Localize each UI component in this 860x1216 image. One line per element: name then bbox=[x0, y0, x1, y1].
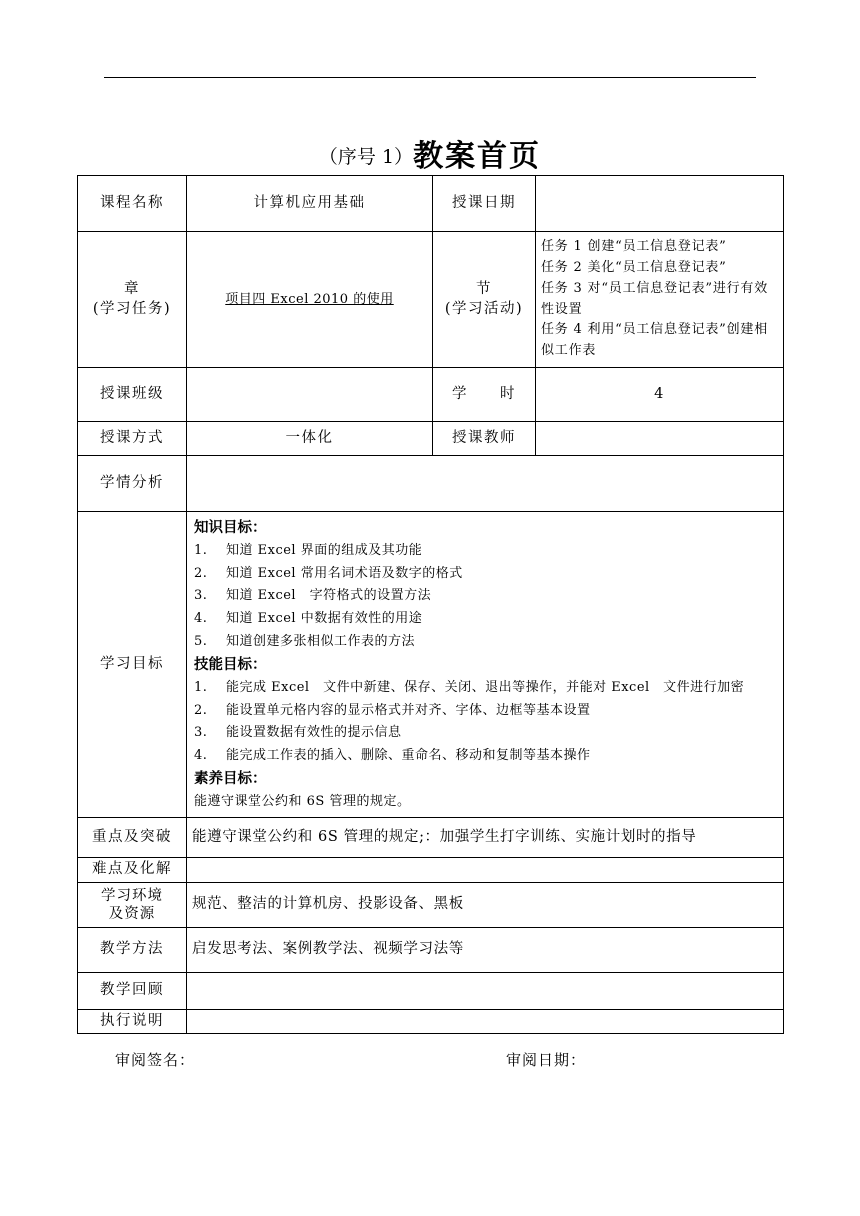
review-signature-label: 审阅签名： bbox=[115, 1051, 196, 1069]
row-course bbox=[78, 176, 784, 232]
difficulty-label: 难点及化解 bbox=[78, 858, 187, 883]
chapter-value: 项目四 Excel 2010 的使用 bbox=[225, 291, 394, 307]
row-chapter bbox=[78, 232, 784, 368]
chapter-value-cell bbox=[187, 232, 433, 368]
quality-title: 素养目标： bbox=[194, 770, 267, 787]
item-number: 1. bbox=[194, 679, 208, 695]
item-text: 知道创建多张相似工作表的方法 bbox=[226, 633, 416, 649]
difficulty-value bbox=[187, 858, 784, 883]
section-label bbox=[433, 232, 536, 368]
date-value bbox=[536, 176, 784, 232]
row-key-points bbox=[78, 818, 784, 858]
row-method bbox=[78, 422, 784, 456]
environment-label-line2: 及资源 bbox=[108, 906, 156, 922]
header-rule bbox=[104, 77, 756, 78]
method-value: 一体化 bbox=[187, 422, 433, 456]
hours-label: 学 时 bbox=[433, 368, 536, 422]
key-points-value: 能遵守课堂公约和 6S 管理的规定;：加强学生打字训练、实施计划时的指导 bbox=[187, 818, 784, 858]
section-label-line2: (学习活动) bbox=[444, 300, 524, 317]
item-number: 3. bbox=[194, 725, 208, 741]
skill-item bbox=[194, 700, 776, 723]
environment-label-line1: 学习环境 bbox=[101, 887, 163, 904]
row-class bbox=[78, 368, 784, 422]
method-label: 授课方式 bbox=[78, 422, 187, 456]
item-number: 2. bbox=[194, 702, 208, 718]
row-execution bbox=[78, 1010, 784, 1034]
item-number: 4. bbox=[194, 611, 208, 627]
row-review bbox=[78, 973, 784, 1010]
environment-label bbox=[78, 883, 187, 928]
item-text: 知道 Excel 中数据有效性的用途 bbox=[226, 611, 423, 627]
lesson-plan-table bbox=[77, 175, 784, 1034]
item-text: 能完成工作表的插入、删除、重命名、移动和复制等基本操作 bbox=[226, 748, 591, 763]
class-value bbox=[187, 368, 433, 422]
section-label-line1: 节 bbox=[476, 280, 492, 297]
environment-value: 规范、整洁的计算机房、投影设备、黑板 bbox=[187, 883, 784, 928]
teaching-method-label: 教学方法 bbox=[78, 928, 187, 973]
item-number: 2. bbox=[194, 565, 208, 581]
section-task: 任务 3 对“员工信息登记表”进行有效性设置 bbox=[541, 280, 769, 317]
skill-item bbox=[194, 677, 776, 700]
item-number: 3. bbox=[194, 588, 208, 604]
knowledge-item bbox=[194, 631, 776, 654]
item-number: 4. bbox=[194, 748, 208, 763]
date-label: 授课日期 bbox=[433, 176, 536, 232]
chapter-label bbox=[78, 232, 187, 368]
row-objectives bbox=[78, 512, 784, 818]
row-difficulty bbox=[78, 858, 784, 883]
hours-value: 4 bbox=[536, 368, 784, 422]
item-text: 知道 Excel 常用名词术语及数字的格式 bbox=[226, 565, 463, 581]
title-prefix: （序号 1） bbox=[318, 146, 414, 168]
analysis-label: 学情分析 bbox=[78, 456, 187, 512]
skill-item bbox=[194, 745, 776, 768]
row-environment bbox=[78, 883, 784, 928]
knowledge-item bbox=[194, 608, 776, 631]
chapter-label-line1: 章 bbox=[124, 280, 140, 297]
skill-item bbox=[194, 722, 776, 745]
skill-title: 技能目标： bbox=[194, 656, 267, 673]
row-teaching-method bbox=[78, 928, 784, 973]
item-number: 5. bbox=[194, 633, 208, 649]
analysis-value bbox=[187, 456, 784, 512]
chapter-label-line2: (学习任务) bbox=[92, 300, 172, 317]
objectives-label: 学习目标 bbox=[78, 512, 187, 818]
page-title bbox=[0, 131, 860, 175]
title-main: 教案首页 bbox=[413, 139, 542, 174]
knowledge-item bbox=[194, 540, 776, 563]
section-task: 任务 1 创建“员工信息登记表” bbox=[541, 239, 727, 255]
item-number: 1. bbox=[194, 542, 208, 558]
review-label: 教学回顾 bbox=[78, 973, 187, 1010]
execution-label: 执行说明 bbox=[78, 1010, 187, 1034]
section-tasks bbox=[536, 232, 784, 368]
teacher-value bbox=[536, 422, 784, 456]
objectives-content bbox=[187, 512, 784, 818]
item-text: 能设置单元格内容的显示格式并对齐、字体、边框等基本设置 bbox=[226, 702, 591, 718]
item-text: 能设置数据有效性的提示信息 bbox=[226, 725, 402, 741]
row-analysis bbox=[78, 456, 784, 512]
item-text: 能完成 Excel 文件中新建、保存、关闭、退出等操作，并能对 Excel 文件进行加密 bbox=[226, 679, 745, 695]
quality-text: 能遵守课堂公约和 6S 管理的规定。 bbox=[194, 793, 411, 809]
course-name-value: 计算机应用基础 bbox=[187, 176, 433, 232]
key-points-label: 重点及突破 bbox=[78, 818, 187, 858]
course-name-label: 课程名称 bbox=[78, 176, 187, 232]
section-task: 任务 4 利用“员工信息登记表”创建相似工作表 bbox=[541, 322, 769, 359]
teaching-method-value: 启发思考法、案例教学法、视频学习法等 bbox=[187, 928, 784, 973]
review-date-label: 审阅日期： bbox=[506, 1051, 587, 1069]
knowledge-item bbox=[194, 585, 776, 608]
teacher-label: 授课教师 bbox=[433, 422, 536, 456]
section-task: 任务 2 美化“员工信息登记表” bbox=[541, 259, 727, 275]
knowledge-title: 知识目标： bbox=[194, 519, 267, 536]
execution-value bbox=[187, 1010, 784, 1034]
review-value bbox=[187, 973, 784, 1010]
item-text: 知道 Excel 字符格式的设置方法 bbox=[226, 588, 432, 604]
item-text: 知道 Excel 界面的组成及其功能 bbox=[226, 542, 423, 558]
class-label: 授课班级 bbox=[78, 368, 187, 422]
knowledge-item bbox=[194, 563, 776, 586]
